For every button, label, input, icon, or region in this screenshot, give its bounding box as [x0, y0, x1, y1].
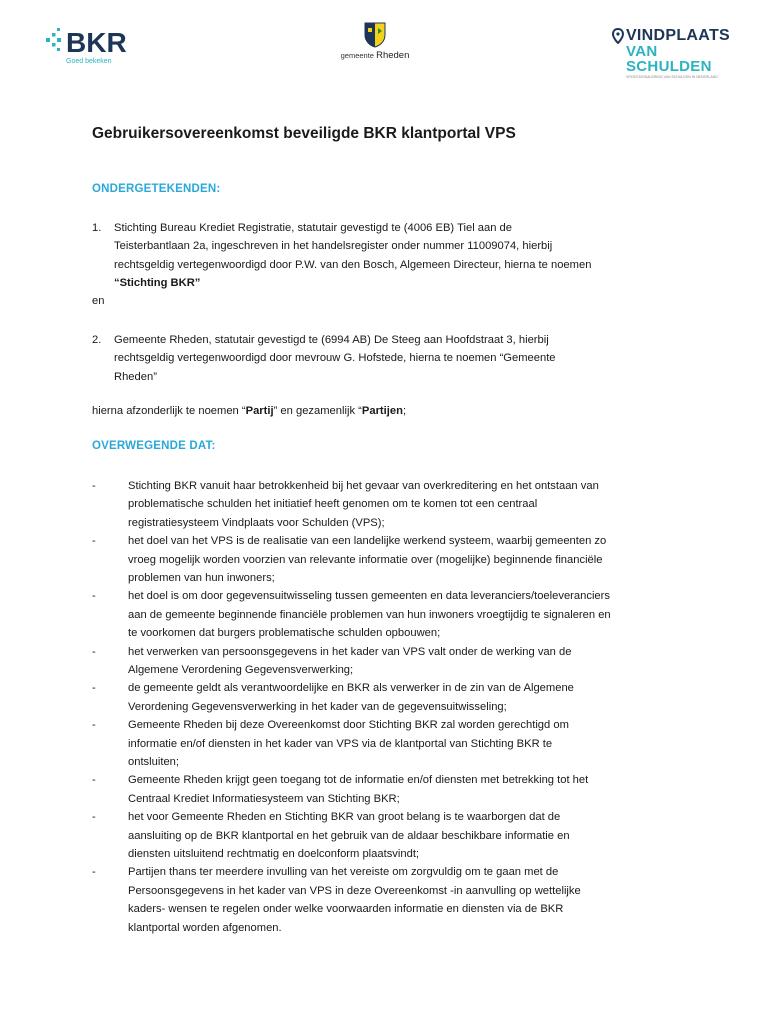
party2-line: Rheden” [114, 370, 157, 383]
consideration-line: het voor Gemeente Rheden en Stichting BKR van groot belang is te waarborgen dat de [128, 811, 561, 824]
party1-line: Stichting Bureau Krediet Registratie, statutair gevestigd te (4006 EB) Tiel aan de [114, 222, 513, 234]
location-pin-icon [612, 28, 624, 44]
parties-heading: ONDERGETEKENDEN: [92, 183, 221, 195]
bullet-marker: - [92, 480, 96, 492]
consideration-line: Verordening Gegevensverwerking in het kader van de gegevensuitwisseling; [128, 700, 507, 713]
bullet-marker: - [92, 866, 96, 879]
hereafter-pre: hierna afzonderlijk te noemen “ [92, 405, 246, 417]
consideration-item [128, 643, 676, 680]
term-partij: Partij [245, 405, 274, 417]
consideration-item [128, 532, 676, 587]
consideration-item [128, 679, 676, 716]
consideration-line: problemen van hun inwoners; [128, 572, 275, 584]
consideration-line: Stichting BKR vanuit haar betrokkenheid bij het gevaar van overkreditering en het ontstaan van [128, 480, 599, 492]
consideration-line: Gemeente Rheden krijgt geen toegang tot de informatie en/of diensten met betrekking tot het [128, 774, 589, 787]
gemeente-rheden-logo [330, 22, 420, 68]
conjunction: en [92, 295, 105, 307]
consideration-line: Gemeente Rheden bij deze Overeenkomst door Stichting BKR zal worden gerechtigd om [128, 719, 569, 732]
hereafter-post: ; [402, 405, 407, 417]
consideration-line: het doel is om door gegevensuitwisseling tussen gemeenten en data leveranciers/toeleveranciers [128, 590, 610, 603]
rheden-name: Rheden [376, 50, 410, 61]
consideration-line: vroeg mogelijk worden voorzien van relevante informatie over (mogelijke) beginnende financiële [128, 553, 603, 566]
consideration-item [128, 716, 676, 771]
rheden-prefix: gemeente [340, 51, 374, 60]
considerations-heading: OVERWEGENDE DAT: [92, 440, 216, 452]
party2-text [114, 331, 674, 386]
vindplaats-line2: VAN SCHULDEN [626, 43, 712, 75]
consideration-line: klantportal worden afgenomen. [128, 921, 282, 934]
bullet-marker: - [92, 590, 96, 603]
consideration-line: te voorkomen dat burgers problematische schulden opbouwen; [128, 627, 441, 640]
consideration-line: diensten uitsluitend rechtmatig en doelconform plaatsvindt; [128, 848, 420, 860]
bullet-marker: - [92, 719, 96, 732]
hereafter-mid: ” en gezamenlijk “ [273, 405, 362, 417]
consideration-item [128, 771, 676, 808]
party2-line: rechtsgeldig vertegenwoordigd door mevrouw G. Hofstede, hierna te noemen “Gemeente [114, 352, 556, 365]
consideration-line: ontsluiten; [128, 756, 179, 768]
vindplaats-line1: VINDPLAATS [625, 27, 730, 44]
bullet-marker: - [92, 535, 96, 548]
party1-line: rechtsgeldig vertegenwoordigd door P.W. van den Bosch, Algemeen Directeur, hierna te noemen [114, 258, 592, 271]
party2-line: Gemeente Rheden, statutair gevestigd te (6994 AB) De Steeg aan Hoofdstraat 3, hierbij [114, 334, 549, 346]
rheden-shield-icon [364, 22, 386, 48]
consideration-line: de gemeente geldt als verantwoordelijke en BKR als verwerker in de zin van de Algemene [128, 682, 574, 695]
consideration-line: kaders- wensen te regelen onder welke voorwaarden informatie en diensten via de BKR [128, 903, 564, 916]
party1-number: 1. [92, 222, 102, 234]
hereafter-sentence [92, 402, 406, 420]
consideration-line: informatie en/of diensten in het kader van VPS via de klantportal van Stichting BKR te [128, 737, 553, 750]
term-partijen: Partijen [361, 405, 403, 417]
party1-line: Teisterbantlaan 2a, ingeschreven in het handelsregister onder nummer 11009074, hierbij [114, 240, 553, 253]
party1-text [114, 219, 674, 293]
consideration-line: aan de gemeente beginnende financiële problemen van hun inwoners vroegtijdig te signaleren en [128, 608, 611, 621]
consideration-line: registratiesysteem Vindplaats voor Schulden (VPS); [128, 516, 385, 529]
consideration-item [128, 808, 676, 863]
vindplaats-logo [612, 27, 730, 79]
bkr-wordmark: BKR [66, 27, 127, 58]
bullet-marker: - [92, 645, 96, 658]
consideration-line: aansluiting op de BKR klantportal en het gebruik van de aldaar beschikbare informatie en [128, 829, 570, 842]
party2-number: 2. [92, 334, 102, 346]
document-title: Gebruikersovereenkomst beveiligde BKR klantportal VPS [92, 125, 516, 142]
bkr-logo [44, 24, 154, 70]
party1-alias: “Stichting BKR” [114, 277, 201, 290]
consideration-item [128, 587, 676, 642]
bullet-marker: - [92, 682, 96, 695]
consideration-line: het verwerken van persoonsgegevens in het kader van VPS valt onder de werking van de [128, 645, 572, 658]
consideration-line: Algemene Verordening Gegevensverwerking; [128, 664, 354, 676]
consideration-line: het doel van het VPS is de realisatie van een landelijke werkend systeem, waarbij gemeenten zo [128, 535, 607, 548]
vindplaats-tagline: VROEGSIGNALERING VAN SCHULDEN IN NEDERLAND [626, 75, 718, 79]
consideration-item [128, 863, 676, 937]
consideration-line: Centraal Krediet Informatiesysteem van Stichting BKR; [128, 792, 400, 805]
consideration-line: Partijen thans ter meerdere invulling van het vereiste om zorgvuldig om te gaan met de [128, 866, 559, 879]
bullet-marker: - [92, 774, 96, 787]
consideration-line: Persoonsgegevens in het kader van VPS in deze Overeenkomst -in aanvulling op wettelijke [128, 884, 581, 897]
bkr-tagline: Goed bekeken [66, 58, 112, 65]
bkr-logo-mark [44, 24, 154, 58]
rheden-wordmark [330, 50, 420, 61]
consideration-item [128, 477, 676, 532]
consideration-line: problematische schulden het initiatief heeft genomen om te komen tot een centraal [128, 498, 538, 511]
bullet-marker: - [92, 811, 96, 824]
